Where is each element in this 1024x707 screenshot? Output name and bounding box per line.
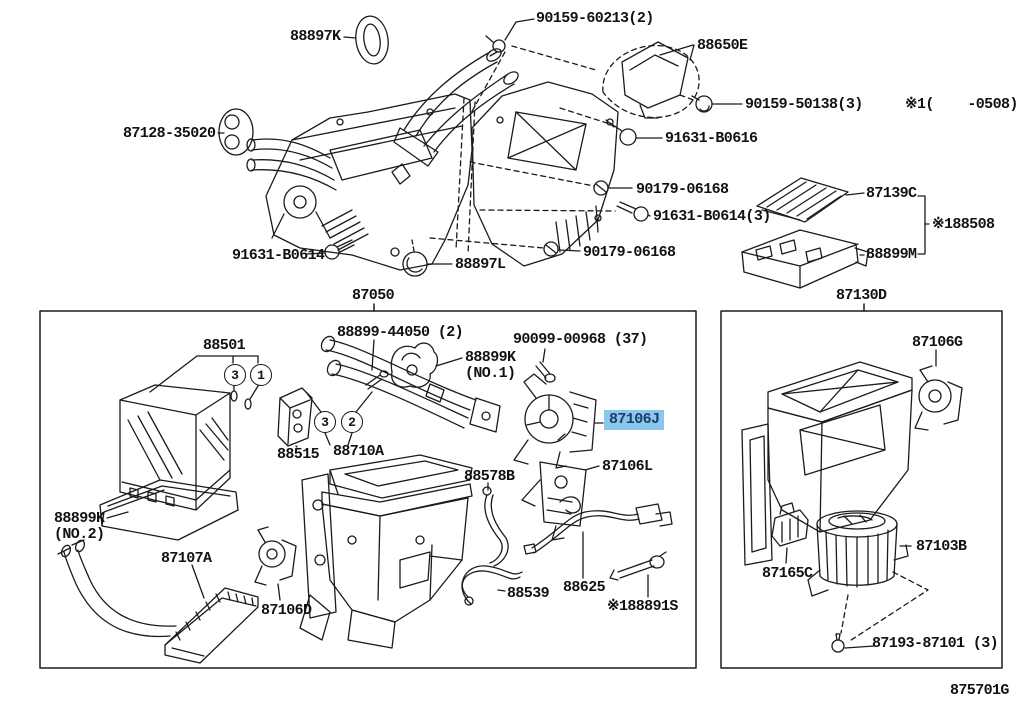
part-label-90179-06168-a: 90179-06168 — [636, 181, 729, 198]
part-label-188891S: ※188891S — [607, 598, 678, 615]
part-label-88897L: 88897L — [455, 256, 506, 273]
doc-code: 875701G — [950, 682, 1009, 699]
resistor-87165C-art — [772, 503, 808, 563]
expansion-valve-88515-art — [278, 388, 312, 447]
callout-circle-1: 1 — [250, 364, 272, 386]
callout-circle-3a: 3 — [224, 364, 246, 386]
cabin-filter-87139C-art — [757, 178, 864, 222]
part-label-88899K-no2: 88899K — [54, 510, 105, 527]
part-label-88899-44050: 88899-44050 (2) — [337, 324, 464, 341]
part-label-87106L: 87106L — [602, 458, 653, 475]
heater-unit-body-art — [300, 455, 472, 648]
part-label-88899K-no1-sub: (NO.1) — [465, 365, 516, 382]
part-label-90099-00968: 90099-00968 (37) — [513, 331, 648, 348]
part-label-90159-50138: 90159-50138(3) — [745, 96, 863, 113]
part-label-87106J-highlighted[interactable]: 87106J — [604, 410, 664, 430]
part-label-88899K-no2-sub: (NO.2) — [54, 526, 105, 543]
grommet-87128-art — [218, 109, 253, 155]
servo-87106J-art — [514, 374, 603, 468]
part-label-88578B: 88578B — [464, 468, 515, 485]
part-label-87106G: 87106G — [912, 334, 963, 351]
part-label-88539: 88539 — [507, 585, 550, 602]
screw-188891S-art — [610, 552, 666, 597]
part-label-88899M: 88899M — [866, 246, 917, 263]
part-label-88515: 88515 — [277, 446, 320, 463]
part-label-88897K: 88897K — [290, 28, 341, 45]
part-label-188508: ※188508 — [932, 216, 995, 233]
group-label-87050: 87050 — [352, 287, 395, 304]
grommet-88897L-art — [403, 240, 452, 276]
group-boxes — [40, 304, 1002, 668]
part-label-87106D: 87106D — [261, 602, 312, 619]
heater-core-87107A-art — [58, 539, 258, 663]
part-label-87107A: 87107A — [161, 550, 212, 567]
seal-tray-88899K-no2-art — [100, 480, 238, 540]
blower-housing-art — [742, 362, 912, 565]
part-label-91631-B0614: 91631-B0614 — [232, 247, 325, 264]
bolt-90179-06168-upper-art — [470, 162, 632, 195]
group-label-87130D: 87130D — [836, 287, 887, 304]
part-label-88899K-no1: 88899K — [465, 349, 516, 366]
part-label-90159-60213: 90159-60213(2) — [536, 10, 654, 27]
servo-87106G-art — [915, 350, 962, 430]
harness-88625-art — [524, 497, 672, 578]
part-label-88650E: 88650E — [697, 37, 748, 54]
screw-87193-87101-art — [832, 634, 874, 652]
callout-circle-2: 2 — [341, 411, 363, 433]
screw-91631-B0616-art — [560, 108, 662, 145]
filter-case-88899M-art — [742, 230, 868, 288]
part-label-88710A: 88710A — [333, 443, 384, 460]
part-label-87128-35020: 87128-35020 — [123, 125, 216, 142]
screw-91631-B0614-3-art — [480, 202, 650, 221]
series-note: ※1( -0508) — [905, 96, 1018, 113]
main-hvac-assembly-art — [247, 46, 618, 273]
bracket-188508 — [918, 196, 929, 254]
part-label-91631-B0614-3: 91631-B0614(3) — [653, 208, 771, 225]
part-label-90179-06168-b: 90179-06168 — [583, 244, 676, 261]
amplifier-88650E-art — [603, 42, 699, 118]
callout-circle-3b: 3 — [314, 411, 336, 433]
part-label-91631-B0616: 91631-B0616 — [665, 130, 758, 147]
part-label-87165C: 87165C — [762, 565, 813, 582]
servo-87106D-art — [255, 527, 296, 600]
grommet-88897K-art — [344, 14, 391, 66]
part-label-88625: 88625 — [563, 579, 606, 596]
screw-90159-50138-art — [680, 95, 742, 112]
part-label-88501: 88501 — [203, 337, 246, 354]
part-label-87103B: 87103B — [916, 538, 967, 555]
part-label-87193-87101: 87193-87101 (3) — [872, 635, 999, 652]
bolt-90099-00968-art — [536, 349, 555, 382]
hose-88578B-art — [483, 483, 508, 566]
part-label-87139C: 87139C — [866, 185, 917, 202]
